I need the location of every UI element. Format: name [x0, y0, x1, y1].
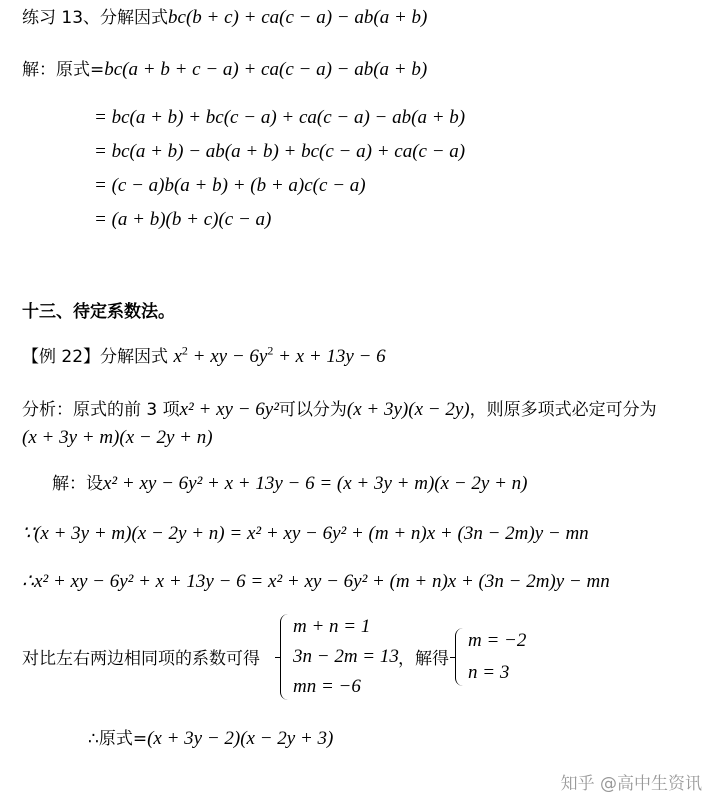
exercise-expr: bc(b + c) + ca(c − a) − ab(a + b)	[168, 7, 428, 28]
solution-prefix: 解：原式=	[22, 60, 105, 80]
analysis-line	[22, 398, 657, 422]
analysis-mid: 可以分为	[278, 400, 347, 420]
solution-line-4: = (a + b)(b + c)(c − a)	[94, 209, 272, 230]
example-line	[22, 345, 386, 369]
system-eq-1: m + n = 1	[293, 616, 371, 637]
solve-text: ，解得	[398, 649, 449, 669]
therefore-line: ∴x² + xy − 6y² + x + 13y − 6 = x² + xy − 6y² + (m + n)x + (3n − 2m)y − mn	[22, 571, 610, 592]
analysis-expr1: x² + xy − 6y²	[179, 399, 279, 420]
watermark	[561, 769, 702, 794]
solution-first-line	[22, 58, 427, 82]
coefficient-system	[280, 614, 399, 700]
setup-expr: x² + xy − 6y² + x + 13y − 6 = (x + 3y + m)(x − 2y + n)	[103, 473, 528, 494]
because-line: ∵(x + 3y + m)(x − 2y + n) = x² + xy − 6y² + (m + n)x + (3n − 2m)y − mn	[22, 523, 589, 544]
watermark-text: 知乎 @高中生资讯	[560, 774, 702, 794]
solution-line-3: = (c − a)b(a + b) + (b + a)c(c − a)	[94, 175, 366, 196]
analysis-expr3: (x + 3y + m)(x − 2y + n)	[22, 427, 213, 448]
compare-text: 对比左右两边相同项的系数可得	[22, 649, 260, 669]
system-eq-3: mn = −6	[293, 676, 361, 697]
analysis-expr2: (x + 3y)(x − 2y)	[346, 399, 470, 420]
analysis-suffix: ，则原多项式必定可分为	[469, 400, 657, 420]
example-expr: $x^2$ + xy − $6y^2 + x + 13y - 6$	[173, 343, 386, 367]
final-line	[88, 727, 333, 751]
result-system	[455, 628, 526, 686]
example-label: 【例 22】分解因式	[22, 347, 169, 367]
exercise-line	[22, 6, 427, 30]
solution-line-2: = bc(a + b) − ab(a + b) + bc(c − a) + ca(c − a)	[94, 141, 466, 162]
result-eq-2: n = 3	[468, 662, 510, 683]
solution-line-1: = bc(a + b) + bc(c − a) + ca(c − a) − ab(a + b)	[94, 107, 466, 128]
result-eq-1: m = −2	[468, 630, 527, 651]
setup-prefix: 解：设	[52, 474, 103, 494]
exercise-label: 练习 13、分解因式	[22, 8, 169, 28]
left-brace-icon	[280, 614, 289, 700]
final-expr: (x + 3y − 2)(x − 2y + 3)	[147, 728, 334, 749]
solution-line-0: bc(a + b + c − a) + ca(c − a) − ab(a + b)	[104, 59, 428, 80]
system-eq-2: 3n − 2m = 13	[293, 646, 399, 667]
left-brace-icon	[455, 628, 464, 686]
section-title: 十三、待定系数法。	[22, 302, 175, 322]
solution-setup-line	[52, 472, 527, 496]
final-prefix: ∴原式=	[88, 729, 148, 749]
analysis-prefix: 分析：原式的前 3 项	[22, 400, 180, 420]
